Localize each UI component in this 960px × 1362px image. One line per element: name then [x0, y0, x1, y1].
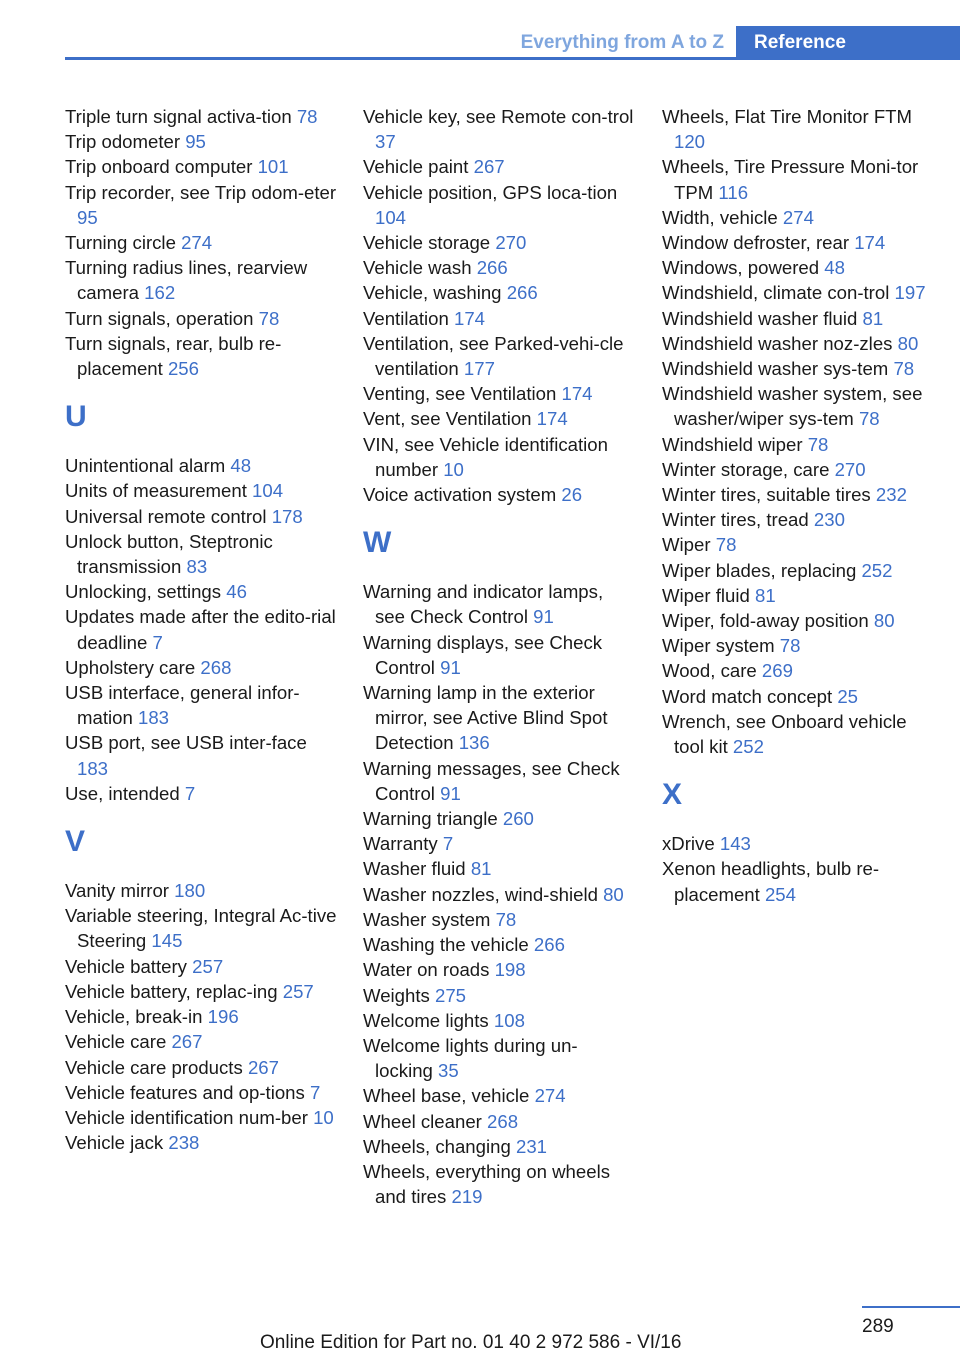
index-entry	[363, 932, 635, 957]
page-reference-link[interactable]: 269	[761, 660, 793, 682]
page-reference-link[interactable]: 7	[442, 833, 454, 855]
index-term: Unlock button, Steptronic transmission	[65, 530, 273, 578]
edition-note: Online Edition for Part no. 01 40 2 972 586 - VI/16	[260, 1332, 682, 1353]
page-reference-link[interactable]: 260	[502, 808, 534, 830]
index-term: Warning messages, see Check Control	[363, 757, 620, 804]
page-reference-link[interactable]: 136	[458, 732, 490, 754]
header-rule	[65, 57, 960, 60]
index-entry	[662, 558, 934, 583]
page-reference-link[interactable]: 257	[192, 955, 224, 977]
page-reference-link[interactable]: 232	[875, 484, 907, 506]
index-entry	[662, 507, 934, 532]
index-entry	[65, 1130, 337, 1155]
index-entry	[662, 658, 934, 683]
index-entry	[363, 280, 635, 305]
index-entry	[363, 331, 635, 381]
index-term: Wood, care	[662, 660, 762, 682]
index-entry	[662, 482, 934, 507]
index-entry	[662, 633, 934, 658]
index-entry	[363, 1083, 635, 1108]
index-entry	[65, 529, 337, 579]
page-reference-link[interactable]: 81	[862, 307, 884, 329]
index-entry	[363, 432, 635, 482]
index-entry	[363, 831, 635, 856]
page-reference-link[interactable]: 183	[137, 707, 170, 729]
index-entry	[363, 306, 635, 331]
index-term: Updates made after the edito-rial deadline	[65, 606, 336, 653]
index-entry	[363, 230, 635, 255]
index-term: Wheels, Flat Tire Monitor FTM	[662, 106, 913, 127]
page-reference-link[interactable]: 78	[258, 307, 280, 329]
index-term: Universal remote control	[65, 505, 272, 527]
index-entry	[662, 583, 934, 608]
index-term: Vehicle wash	[363, 257, 477, 279]
index-term: Vehicle identification num-ber	[65, 1106, 314, 1128]
page-reference-link[interactable]: 174	[536, 408, 568, 430]
page-reference-link[interactable]: 268	[487, 1110, 519, 1132]
index-term: Warning and indicator lamps, see Check Control	[363, 581, 604, 628]
index-term: Ventilation, see Parked-vehi-cle ventilation	[363, 332, 624, 380]
page-reference-link[interactable]: 101	[257, 156, 289, 178]
page-reference-link[interactable]: 78	[779, 635, 801, 657]
index-term: Windows, powered	[662, 257, 825, 279]
page-reference-link[interactable]: 37	[375, 131, 396, 153]
index-term: Wiper fluid	[662, 584, 755, 606]
page-reference-link[interactable]: 174	[453, 307, 486, 329]
index-term: Water on roads	[363, 959, 495, 981]
index-term: Wrench, see Onboard vehicle tool kit	[662, 710, 907, 758]
page-reference-link[interactable]: 275	[435, 984, 467, 1006]
index-entry	[65, 129, 337, 154]
index-entry	[662, 205, 934, 230]
index-term: Vehicle care products	[65, 1056, 248, 1078]
index-term: Turn signals, rear, bulb re-placement	[65, 332, 282, 380]
page-reference-link[interactable]: 78	[893, 358, 915, 380]
page-reference-link[interactable]: 104	[375, 206, 407, 228]
page-reference-link[interactable]: 26	[561, 484, 583, 506]
index-entry	[662, 331, 934, 356]
index-term: Vehicle paint	[363, 156, 474, 178]
index-term: Windshield washer noz-zles	[662, 332, 898, 354]
page-reference-link[interactable]: 257	[282, 980, 314, 1002]
index-entry	[65, 1004, 337, 1029]
index-entry	[65, 579, 337, 604]
page-reference-link[interactable]: 230	[813, 509, 845, 531]
index-term: Turning radius lines, rearview camera	[65, 257, 308, 304]
page-reference-link[interactable]: 252	[861, 559, 893, 581]
index-term: USB interface, general infor-mation	[65, 682, 300, 729]
index-letter-heading: W	[363, 526, 392, 560]
index-term: Vehicle, washing	[363, 282, 507, 304]
index-term: Units of measurement	[65, 480, 253, 502]
index-entry	[363, 1134, 635, 1159]
index-term: Voice activation system	[363, 484, 562, 506]
index-term: Wiper blades, replacing	[662, 559, 862, 581]
page-reference-link[interactable]: 35	[438, 1060, 459, 1082]
page-reference-link[interactable]: 274	[534, 1085, 566, 1107]
index-term: Warning displays, see Check Control	[363, 631, 603, 678]
index-entry	[65, 781, 337, 806]
index-letter-heading: U	[65, 400, 87, 434]
page-reference-link[interactable]: 270	[834, 458, 866, 480]
index-term: Wheels, everything on wheels and tires	[363, 1160, 611, 1208]
index-entry	[662, 684, 934, 709]
page-reference-link[interactable]: 145	[151, 930, 183, 952]
index-term: Unintentional alarm	[65, 455, 231, 477]
index-term: Vehicle battery	[65, 955, 193, 977]
index-entry	[662, 381, 934, 431]
index-term: Width, vehicle	[662, 206, 783, 228]
index-term: Wheels, changing	[363, 1135, 516, 1157]
index-term: Warning lamp in the exterior mirror, see Active Blind Spot Detection	[363, 682, 608, 754]
index-entry	[363, 957, 635, 982]
index-entry	[65, 730, 337, 780]
index-entry	[363, 680, 635, 756]
page-reference-link[interactable]: 7	[309, 1081, 321, 1103]
page-reference-link[interactable]: 174	[854, 232, 886, 254]
index-term: Welcome lights during un-locking	[363, 1034, 578, 1082]
section-title: Everything from A to Z	[520, 32, 724, 53]
page-reference-link[interactable]: 267	[247, 1056, 279, 1078]
index-letter-heading: V	[65, 825, 86, 859]
index-entry	[65, 154, 337, 179]
page-reference-link[interactable]: 78	[807, 433, 829, 455]
page-reference-link[interactable]: 270	[495, 232, 527, 254]
index-entry	[65, 331, 337, 381]
index-entry	[363, 907, 635, 932]
page-reference-link[interactable]: 120	[674, 131, 706, 153]
page-reference-link[interactable]: 238	[168, 1132, 200, 1154]
index-letter-heading: X	[662, 778, 683, 812]
page-reference-link[interactable]: 267	[171, 1031, 203, 1053]
index-term: Wiper	[662, 534, 716, 556]
index-entry	[662, 356, 934, 381]
page-reference-link[interactable]: 80	[873, 610, 895, 632]
index-entry	[662, 532, 934, 557]
index-term: Turning circle	[65, 232, 182, 254]
index-entry	[65, 655, 337, 680]
index-term: Warning triangle	[363, 808, 503, 830]
index-term: Windshield washer sys-tem	[662, 358, 894, 380]
index-entry	[662, 432, 934, 457]
index-term: Trip recorder, see Trip odom-eter	[65, 181, 337, 203]
page-reference-link[interactable]: 78	[296, 106, 318, 127]
index-term: Window defroster, rear	[662, 232, 855, 254]
index-term: Washer nozzles, wind-shield	[363, 883, 604, 905]
page-reference-link[interactable]: 46	[226, 581, 247, 603]
index-entry	[65, 979, 337, 1004]
page-reference-link[interactable]: 7	[184, 782, 196, 804]
page-reference-link[interactable]: 266	[533, 934, 565, 956]
index-term: VIN, see Vehicle identification number	[363, 433, 608, 480]
page-header	[65, 26, 960, 60]
index-term: Ventilation	[363, 307, 454, 329]
index-term: Washing the vehicle	[363, 934, 534, 956]
index-entry	[65, 306, 337, 331]
index-entry	[363, 579, 635, 629]
index-term: Vehicle features and op-tions	[65, 1081, 310, 1103]
page-reference-link[interactable]: 78	[858, 408, 880, 430]
page-reference-link[interactable]: 80	[603, 883, 624, 905]
index-entry	[662, 280, 934, 305]
page-reference-link[interactable]: 180	[174, 880, 206, 902]
index-term: Vehicle position, GPS loca-tion	[363, 181, 618, 203]
index-entry	[363, 104, 635, 154]
index-entry	[363, 1033, 635, 1083]
index-entry	[65, 453, 337, 478]
chapter-tab: Reference	[736, 26, 960, 60]
index-term: Venting, see Ventilation	[363, 383, 562, 405]
index-term: Turn signals, operation	[65, 307, 259, 329]
page-reference-link[interactable]: 254	[764, 883, 796, 905]
index-term: Windshield washer system, see washer/wiper sys-tem	[662, 383, 923, 430]
index-term: Vehicle, break-in	[65, 1006, 208, 1028]
page-reference-link[interactable]: 10	[443, 458, 464, 480]
index-entry	[65, 504, 337, 529]
page-reference-link[interactable]: 266	[506, 282, 538, 304]
index-entry	[363, 856, 635, 881]
index-term: Washer fluid	[363, 858, 471, 880]
page-reference-link[interactable]: 25	[837, 685, 859, 707]
index-term: xDrive	[662, 833, 720, 855]
index-entry	[363, 630, 635, 680]
page-reference-link[interactable]: 91	[440, 782, 461, 804]
index-entry	[363, 1159, 635, 1209]
page-reference-link[interactable]: 274	[782, 206, 814, 228]
page-reference-link[interactable]: 83	[186, 556, 208, 578]
page-reference-link[interactable]: 81	[470, 858, 492, 880]
index-entry	[65, 1029, 337, 1054]
index-entry	[662, 608, 934, 633]
index-term: Wiper system	[662, 635, 780, 657]
index-entry	[363, 882, 635, 907]
index-term: Wheel cleaner	[363, 1110, 488, 1132]
index-term: Word match concept	[662, 685, 838, 707]
index-term: Windshield washer fluid	[662, 307, 863, 329]
index-entry	[363, 983, 635, 1008]
index-term: Winter tires, tread	[662, 509, 814, 531]
index-entry	[363, 1008, 635, 1033]
index-term: Warranty	[363, 833, 443, 855]
index-entry	[662, 856, 934, 906]
index-entry	[65, 1080, 337, 1105]
index-entry	[65, 954, 337, 979]
page-reference-link[interactable]: 219	[451, 1186, 483, 1208]
index-term: Windshield wiper	[662, 433, 808, 455]
index-term: Trip odometer	[65, 131, 186, 153]
index-entry	[65, 104, 337, 129]
index-term: Wiper, fold-away position	[662, 610, 874, 632]
page-reference-link[interactable]: 177	[463, 358, 495, 380]
index-entry	[363, 1109, 635, 1134]
page-reference-link[interactable]: 78	[715, 534, 737, 556]
index-entry	[662, 457, 934, 482]
page-reference-link[interactable]: 81	[755, 584, 776, 606]
index-term: Xenon headlights, bulb re-placement	[662, 858, 880, 905]
page-reference-link[interactable]: 183	[77, 757, 109, 779]
page-reference-link[interactable]: 7	[152, 631, 163, 653]
index-entry	[662, 709, 934, 759]
index-column-3	[662, 104, 934, 907]
index-term: Vehicle jack	[65, 1132, 169, 1154]
index-column-2	[363, 104, 635, 1209]
index-entry	[363, 255, 635, 280]
index-entry	[363, 406, 635, 431]
index-term: Vehicle battery, replac-ing	[65, 980, 283, 1002]
index-entry	[65, 680, 337, 730]
index-entry	[662, 154, 934, 204]
footer-rule	[862, 1306, 960, 1308]
index-term: Wheel base, vehicle	[363, 1085, 535, 1107]
page-reference-link[interactable]: 178	[271, 505, 303, 527]
index-entry	[363, 154, 635, 179]
index-entry	[363, 180, 635, 230]
page-reference-link[interactable]: 267	[473, 156, 505, 178]
index-entry	[65, 230, 337, 255]
index-entry	[65, 878, 337, 903]
index-term: Vent, see Ventilation	[363, 408, 537, 430]
index-entry	[65, 903, 337, 953]
index-entry	[65, 255, 337, 305]
page-reference-link[interactable]: 95	[77, 206, 98, 228]
index-entry	[65, 478, 337, 503]
page-reference-link[interactable]: 231	[515, 1135, 548, 1157]
index-entry	[363, 482, 635, 507]
page-reference-link[interactable]: 116	[718, 181, 749, 203]
index-entry	[65, 1055, 337, 1080]
index-term: Variable steering, Integral Ac-tive Steering	[65, 905, 337, 952]
page-reference-link[interactable]: 197	[894, 282, 926, 304]
index-term: USB port, see USB inter-face	[65, 732, 307, 754]
page-reference-link[interactable]: 198	[494, 959, 526, 981]
index-term: Use, intended	[65, 782, 185, 804]
index-term: Trip onboard computer	[65, 156, 258, 178]
page-reference-link[interactable]: 143	[719, 833, 751, 855]
index-term: Vanity mirror	[65, 880, 175, 902]
index-term: Weights	[363, 984, 435, 1006]
index-term: Upholstery care	[65, 656, 201, 678]
page-reference-link[interactable]: 274	[181, 232, 213, 254]
index-entry	[65, 1105, 337, 1130]
index-entry	[363, 806, 635, 831]
page-reference-link[interactable]: 78	[495, 908, 517, 930]
index-column-1	[65, 104, 337, 1155]
index-entry	[662, 306, 934, 331]
page-reference-link[interactable]: 91	[440, 656, 461, 678]
page-reference-link[interactable]: 91	[533, 606, 554, 628]
index-term: Winter storage, care	[662, 458, 835, 480]
page-reference-link[interactable]: 80	[897, 332, 919, 354]
page-reference-link[interactable]: 252	[732, 736, 764, 758]
page-number: 289	[862, 1316, 894, 1337]
index-term: Washer system	[363, 908, 496, 930]
index-entry	[662, 230, 934, 255]
index-term: Windshield, climate con-trol	[662, 282, 895, 304]
page-reference-link[interactable]: 48	[230, 455, 252, 477]
page-reference-link[interactable]: 162	[144, 282, 176, 304]
index-entry	[363, 756, 635, 806]
index-entry	[363, 381, 635, 406]
index-entry	[662, 255, 934, 280]
index-term: Unlocking, settings	[65, 581, 227, 603]
index-term: Wheels, Tire Pressure Moni-tor TPM	[662, 156, 919, 203]
page-reference-link[interactable]: 48	[824, 257, 845, 279]
index-term: Triple turn signal activa-tion	[65, 106, 297, 127]
page-reference-link[interactable]: 256	[167, 358, 199, 380]
page-reference-link[interactable]: 266	[476, 257, 508, 279]
index-term: Winter tires, suitable tires	[662, 484, 876, 506]
index-entry	[662, 831, 934, 856]
page-reference-link[interactable]: 95	[185, 131, 206, 153]
page-reference-link[interactable]: 108	[493, 1009, 525, 1031]
index-term: Welcome lights	[363, 1009, 494, 1031]
page-reference-link[interactable]: 10	[313, 1106, 334, 1128]
index-term: Vehicle care	[65, 1031, 172, 1053]
index-entry	[65, 604, 337, 654]
page-reference-link[interactable]: 196	[207, 1006, 239, 1028]
index-term: Vehicle storage	[363, 232, 496, 254]
page-reference-link[interactable]: 174	[561, 383, 593, 405]
index-entry	[65, 180, 337, 230]
page-reference-link[interactable]: 104	[252, 480, 284, 502]
index-entry	[662, 104, 934, 154]
page-reference-link[interactable]: 268	[200, 656, 232, 678]
index-term: Vehicle key, see Remote con-trol	[363, 106, 634, 127]
